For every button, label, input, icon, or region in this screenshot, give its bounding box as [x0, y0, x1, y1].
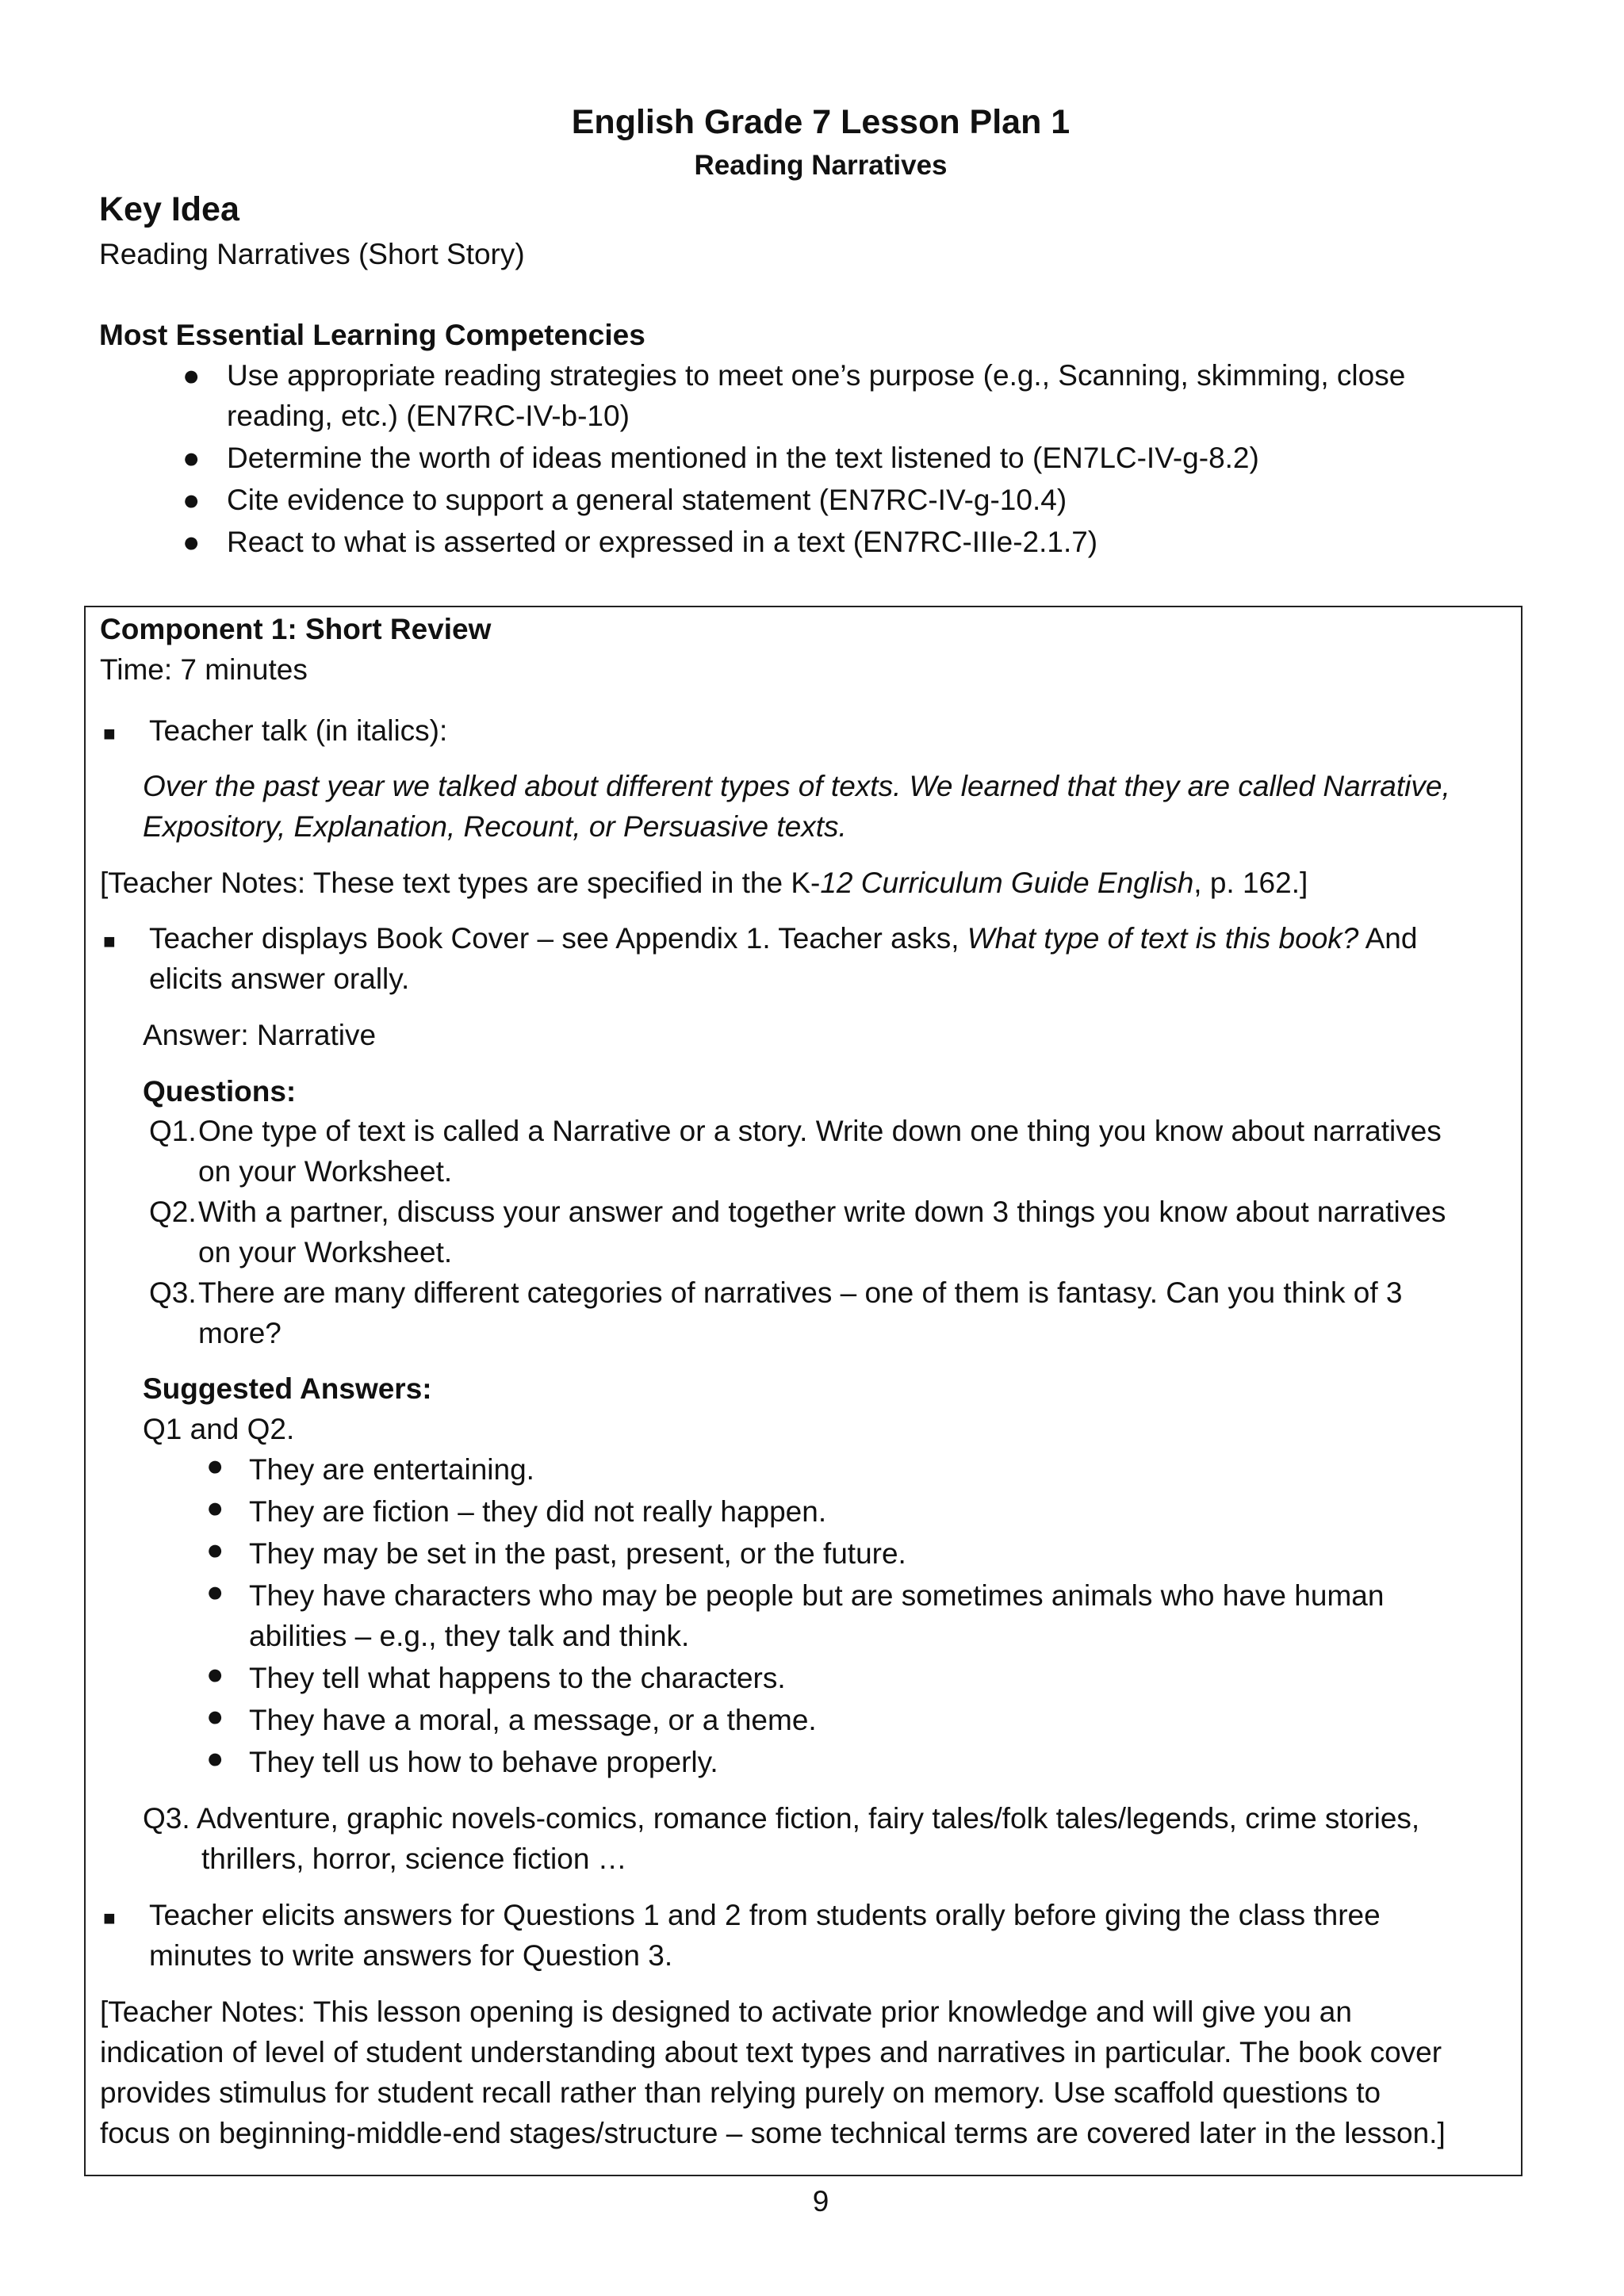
teacher-note-line: focus on beginning-middle-end stages/structure – some technical terms are covered later in the lesson.] — [100, 2117, 1446, 2149]
instruction-text: Teacher displays Book Cover – see Appendix 1. Teacher asks, — [149, 922, 967, 955]
suggested-answer-continued: abilities – e.g., they talk and think. — [249, 1620, 690, 1652]
melc-item — [0, 522, 1464, 562]
elicit-instruction: minutes to write answers for Question 3. — [149, 1939, 673, 1972]
melc-item-text: Cite evidence to support a general statement (EN7RC-IV-g-10.4) — [227, 484, 1067, 516]
q3-answer: Q3. Adventure, graphic novels-comics, romance fiction, fairy tales/folk tales/legends, crime stories, — [143, 1802, 1420, 1835]
suggested-answer: They are entertaining. — [249, 1453, 534, 1486]
melc-item — [0, 480, 1464, 520]
melc-heading: Most Essential Learning Competencies — [99, 319, 645, 351]
suggested-answer: They may be set in the past, present, or the future. — [249, 1537, 906, 1570]
teacher-talk-line: Expository, Explanation, Recount, or Persuasive texts. — [143, 810, 847, 843]
key-idea-text: Reading Narratives (Short Story) — [99, 238, 525, 270]
bullet-icon: ● — [206, 1700, 224, 1732]
bullet-icon: ● — [182, 359, 201, 392]
component-box — [84, 606, 1522, 2176]
bullet-icon: ● — [206, 1533, 224, 1566]
component-heading: Component 1: Short Review — [100, 613, 492, 645]
bullet-icon: ● — [206, 1742, 224, 1774]
suggested-answer: They are fiction – they did not really happen. — [249, 1495, 827, 1528]
q1-q2-label: Q1 and Q2. — [143, 1413, 295, 1445]
teacher-note-text: [Teacher Notes: These text types are specified in the K- — [100, 867, 821, 899]
instruction-text: And — [1358, 922, 1418, 955]
question-number: Q2. — [149, 1196, 197, 1228]
square-bullet-icon: ■ — [103, 721, 116, 745]
bullet-icon: ● — [206, 1658, 224, 1690]
question-text: One type of text is called a Narrative or a story. Write down one thing you know about narratives — [198, 1115, 1442, 1147]
book-cover-instruction — [149, 918, 1417, 959]
teacher-note-line: indication of level of student understanding about text types and narratives in particular. The book cover — [100, 2036, 1442, 2068]
melc-list — [0, 355, 1624, 564]
elicit-instruction: Teacher elicits answers for Questions 1 and 2 from students orally before giving the class three — [149, 1899, 1381, 1931]
suggested-answer: They have characters who may be people but are sometimes animals who have human — [249, 1579, 1385, 1612]
bullet-icon: ● — [182, 442, 201, 474]
melc-item-text: Use appropriate reading strategies to meet one’s purpose (e.g., Scanning, skimming, close reading, etc.) (EN7RC-IV-b-10) — [227, 359, 1406, 432]
key-idea-heading: Key Idea — [99, 190, 239, 228]
suggested-answer: They tell what happens to the characters. — [249, 1662, 786, 1694]
teacher-note — [100, 863, 1308, 903]
bullet-icon: ● — [206, 1449, 224, 1482]
bullet-icon: ● — [182, 484, 201, 516]
curriculum-guide-title: 12 Curriculum Guide English — [820, 867, 1194, 899]
question-text: on your Worksheet. — [198, 1155, 453, 1188]
teacher-question: What type of text is this book? — [967, 922, 1359, 955]
instruction-text: elicits answer orally. — [149, 962, 410, 995]
melc-item-text: Determine the worth of ideas mentioned in the text listened to (EN7LC-IV-g-8.2) — [227, 442, 1259, 474]
questions-heading: Questions: — [143, 1075, 297, 1108]
answer-text: Answer: Narrative — [143, 1019, 377, 1051]
melc-item-text: React to what is asserted or expressed in a text (EN7RC-IIIe-2.1.7) — [227, 526, 1098, 558]
teacher-talk-label: Teacher talk (in italics): — [149, 714, 448, 747]
teacher-note-line: provides stimulus for student recall rather than relying purely on memory. Use scaffold questions to — [100, 2076, 1381, 2109]
page-number: 9 — [812, 2185, 829, 2218]
teacher-note-text: , p. 162.] — [1193, 867, 1308, 899]
bullet-icon: ● — [206, 1491, 224, 1524]
suggested-answers-heading: Suggested Answers: — [143, 1372, 432, 1405]
suggested-answer: They have a moral, a message, or a theme. — [249, 1704, 817, 1736]
suggested-answer: They tell us how to behave properly. — [249, 1746, 718, 1778]
bullet-icon: ● — [182, 526, 201, 558]
melc-item — [0, 438, 1464, 478]
question-text: There are many different categories of narratives – one of them is fantasy. Can you think of 3 — [198, 1276, 1403, 1309]
melc-item — [0, 355, 1464, 436]
component-time: Time: 7 minutes — [100, 653, 308, 686]
square-bullet-icon: ■ — [103, 929, 116, 953]
page-title: English Grade 7 Lesson Plan 1 — [571, 103, 1071, 141]
square-bullet-icon: ■ — [103, 1906, 116, 1930]
teacher-note-line: [Teacher Notes: This lesson opening is designed to activate prior knowledge and will give you an — [100, 1996, 1352, 2028]
question-number: Q1. — [149, 1115, 197, 1147]
bullet-icon: ● — [206, 1575, 224, 1608]
page-subtitle: Reading Narratives — [694, 150, 948, 181]
q3-answer-continued: thrillers, horror, science fiction … — [201, 1843, 627, 1875]
question-text: on your Worksheet. — [198, 1236, 453, 1269]
question-number: Q3. — [149, 1276, 197, 1309]
question-text: With a partner, discuss your answer and together write down 3 things you know about narratives — [198, 1196, 1446, 1228]
question-text: more? — [198, 1317, 282, 1349]
teacher-talk-line: Over the past year we talked about different types of texts. We learned that they are called Narrative, — [143, 770, 1450, 802]
